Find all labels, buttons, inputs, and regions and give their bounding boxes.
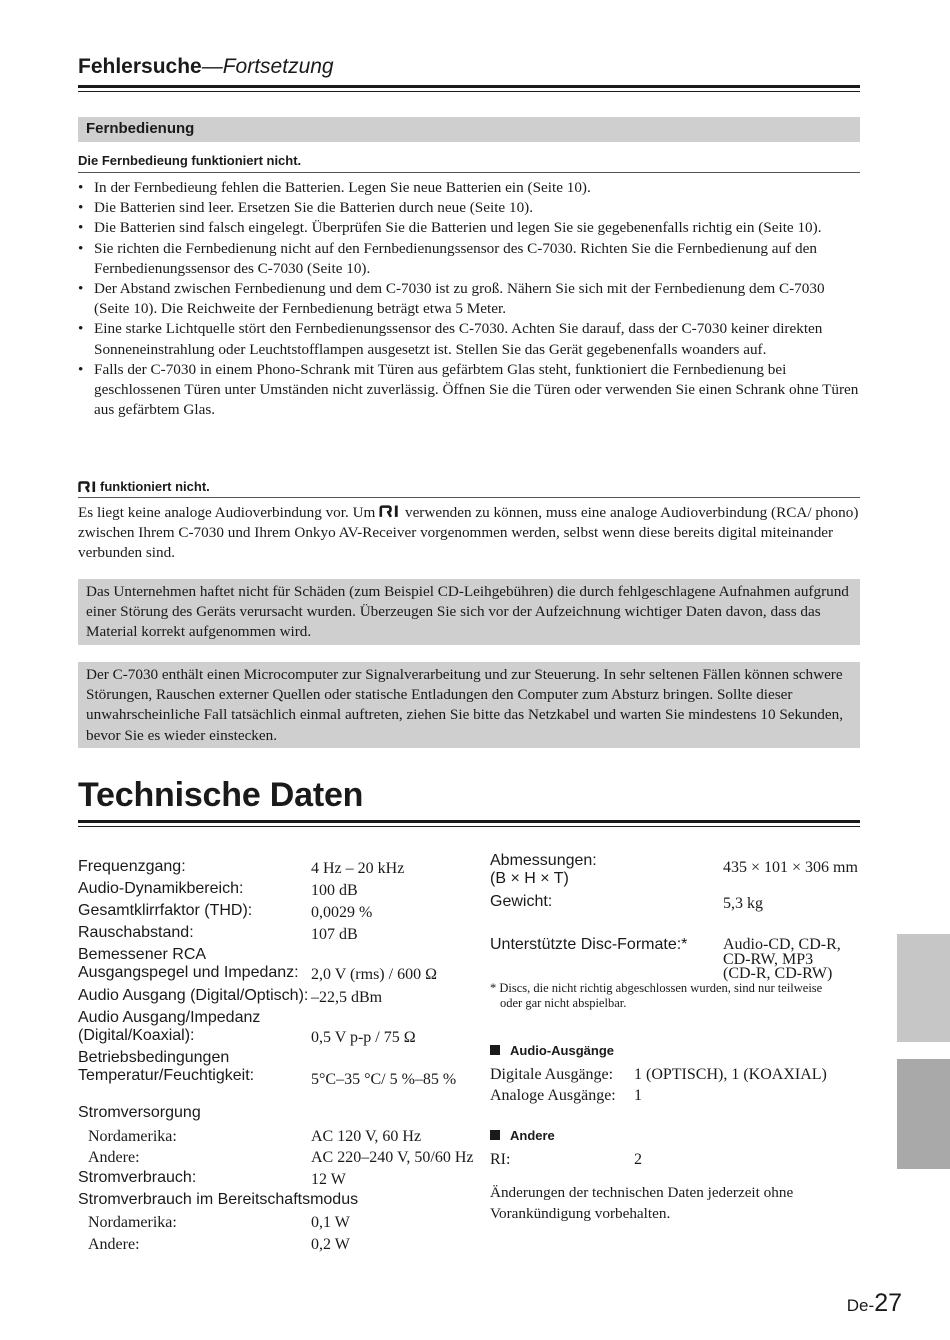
list-item: • Die Batterien sind leer. Ersetzen Sie die Batterien durch neue (Seite 10). — [78, 198, 860, 218]
spec-value-digital-outputs: 1 (OPTISCH), 1 (KOAXIAL) — [634, 1066, 827, 1083]
list-item: • Sie richten die Fernbedienung nicht auf den Fernbedienungssensor des C-7030. Richten Sie die Fernbedienung auf den Fernbedienungssensor des C-7030 (Seite 10). — [78, 239, 860, 279]
spec-value-ri: 2 — [634, 1151, 642, 1168]
header-rule-thin — [78, 91, 860, 92]
spec-value-frequency: 4 Hz – 20 kHz — [311, 860, 405, 877]
specs-rule-thin — [78, 826, 860, 827]
spec-value-snr: 107 dB — [311, 926, 358, 943]
spec-value-dynamic-range: 100 dB — [311, 882, 358, 899]
spec-label-digital-optical: Audio Ausgang (Digital/Optisch): — [78, 987, 309, 1004]
list-item: • Der Abstand zwischen Fernbedienung und dem C-7030 ist zu groß. Nähern Sie sich mit der Fernbedienung dem C-7030 (Seite 10). Die Reichweite der Fernbedienung beträgt etwa 5 Meter. — [78, 279, 860, 319]
spec-label-snr: Rauschabstand: — [78, 924, 194, 941]
spec-label-digital-coax: Audio Ausgang/Impedanz (Digital/Koaxial): — [78, 1009, 261, 1044]
spec-label-standby: Stromverbrauch im Bereitschaftsmodus — [78, 1191, 359, 1208]
spec-label-dynamic-range: Audio-Dynamikbereich: — [78, 880, 244, 897]
header-rule — [78, 85, 860, 88]
ri-heading-rule — [78, 497, 860, 498]
spec-value-rca-output: 2,0 V (rms) / 600 Ω — [311, 966, 437, 983]
spec-label-power-supply: Stromversorgung — [78, 1104, 201, 1121]
list-item: • Eine starke Lichtquelle stört den Fernbedienungssensor des C-7030. Achten Sie darauf, dass der C-7030 keiner direkten Sonneneinstrahlung oder Leuchtstofflampen ausgesetzt ist. Stellen Sie das Gerät gegebenenfalls woanders auf. — [78, 319, 860, 359]
sub-heading-ri: funktioniert nicht. — [78, 479, 210, 494]
other-heading: Andere — [490, 1128, 555, 1143]
spec-label-standby-other: Andere: — [88, 1236, 140, 1253]
spec-label-dimensions: Abmessungen: (B × H × T) — [490, 852, 597, 887]
spec-label-ri: RI: — [490, 1151, 511, 1168]
spec-value-standby-other: 0,2 W — [311, 1236, 350, 1253]
specs-rule — [78, 820, 860, 823]
ri-paragraph: Es liegt keine analoge Audioverbindung vor. Um verwenden zu können, muss eine analoge Audioverbindung (RCA/ phono) zwischen Ihrem C-7030 und Ihrem Onkyo AV-Receiver vorgenommen werden, selbst wenn diese bereits digital miteinander verbunden sind. — [78, 504, 859, 562]
spec-value-thd: 0,0029 % — [311, 904, 373, 921]
spec-value-analog-outputs: 1 — [634, 1087, 642, 1104]
square-bullet-icon — [490, 1045, 500, 1055]
specs-disclaimer: Änderungen der technischen Daten jederzeit ohne Vorankündigung vorbehalten. — [490, 1184, 794, 1222]
spec-value-disc-formats: Audio-CD, CD-R, CD-RW, MP3 (CD-R, CD-RW) — [723, 936, 841, 982]
page-title: Fehlersuche—Fortsetzung — [78, 55, 334, 78]
spec-label-frequency: Frequenzgang: — [78, 858, 186, 875]
ri-logo-icon — [379, 505, 401, 518]
square-bullet-icon — [490, 1130, 500, 1140]
spec-value-digital-optical: –22,5 dBm — [311, 989, 383, 1006]
spec-value-digital-coax: 0,5 V p-p / 75 Ω — [311, 1029, 416, 1046]
spec-label-standby-na: Nordamerika: — [88, 1214, 177, 1231]
ri-logo-icon — [78, 481, 98, 493]
spec-label-consumption: Stromverbrauch: — [78, 1169, 197, 1186]
note-box-liability: Das Unternehmen haftet nicht für Schäden (zum Beispiel CD-Leihgebühren) die durch fehlgeschlagene Aufnahmen aufgrund einer Störung des Geräts verursacht wurden. Überzeugen Sie sich vor der Aufzeichnung wichtiger Daten davon, dass das Material korrekt aufgenommen wird. — [78, 579, 860, 645]
spec-label-weight: Gewicht: — [490, 893, 553, 910]
side-tab-dark — [897, 1059, 950, 1169]
spec-label-digital-outputs: Digitale Ausgänge: — [490, 1066, 614, 1083]
spec-value-dimensions: 435 × 101 × 306 mm — [723, 859, 858, 876]
audio-outputs-heading: Audio-Ausgänge — [490, 1043, 614, 1058]
spec-label-disc-formats: Unterstützte Disc-Formate:* — [490, 936, 688, 953]
spec-value-weight: 5,3 kg — [723, 895, 763, 912]
spec-label-environment: Betriebsbedingungen Temperatur/Feuchtigkeit: — [78, 1049, 255, 1084]
list-item: • In der Fernbedieung fehlen die Batterien. Legen Sie neue Batterien ein (Seite 10). — [78, 178, 860, 198]
spec-label-rca-output: Bemessener RCA Ausgangspegel und Impedanz: — [78, 946, 299, 981]
side-tab-light — [897, 934, 950, 1042]
spec-label-thd: Gesamtklirrfaktor (THD): — [78, 902, 253, 919]
spec-value-environment: 5°C–35 °C/ 5 %–85 % — [311, 1071, 457, 1088]
sub-heading-rule — [78, 172, 860, 173]
specs-title: Technische Daten — [78, 776, 364, 814]
disc-footnote: * Discs, die nicht richtig abgeschlossen wurden, sind nur teilweise oder gar nicht abspielbar. — [490, 981, 823, 1010]
spec-label-analog-outputs: Analoge Ausgänge: — [490, 1087, 616, 1104]
list-item: • Die Batterien sind falsch eingelegt. Überprüfen Sie die Batterien und legen Sie sie gegebenenfalls richtig ein (Seite 10). — [78, 218, 860, 238]
spec-label-power-other: Andere: — [88, 1149, 140, 1166]
note-box-microcomputer: Der C-7030 enthält einen Microcomputer zur Signalverarbeitung und zur Steuerung. In sehr seltenen Fällen können schwere Störungen, Rauschen externer Quellen oder statische Entladungen den Computer zum Absturz bringen. Sollte dieser unwahrscheinliche Fall tatsächlich einmal auftreten, ziehen Sie bitte das Netzkabel und warten Sie mindestens 10 Sekunden, bevor Sie es wieder einstecken. — [78, 662, 860, 748]
page-number: De-27 — [846, 1289, 902, 1317]
spec-value-standby-na: 0,1 W — [311, 1214, 350, 1231]
spec-value-power-other: AC 220–240 V, 50/60 Hz — [311, 1149, 474, 1166]
list-item: • Falls der C-7030 in einem Phono-Schrank mit Türen aus gefärbtem Glas steht, funktioniert die Fernbedienung bei geschlossenen Türen unter Umständen nicht zuverlässig. Öffnen Sie die Türen oder verwenden Sie einen Schrank ohne Türen aus gefärbtem Glas. — [78, 360, 860, 421]
spec-label-power-na: Nordamerika: — [88, 1128, 177, 1145]
section-heading-remote: Fernbedienung — [78, 117, 860, 142]
sub-heading-remote: Die Fernbedieung funktioniert nicht. — [78, 153, 302, 168]
spec-value-power-na: AC 120 V, 60 Hz — [311, 1128, 422, 1145]
spec-value-consumption: 12 W — [311, 1171, 346, 1188]
page-header — [78, 55, 860, 79]
remote-troubleshoot-list — [78, 178, 860, 420]
